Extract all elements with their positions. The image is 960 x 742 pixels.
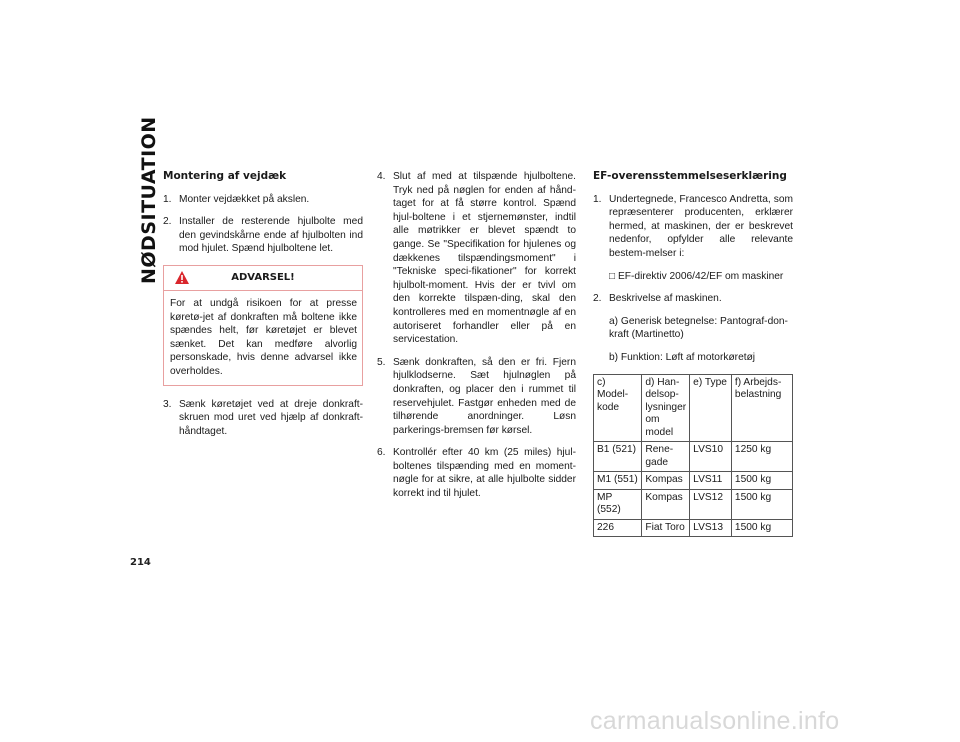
heading-ef-declaration: EF-overensstemmelseserklæring — [593, 170, 787, 182]
table-header-row — [594, 374, 793, 442]
description-b: b) Funktion: Løft af motorkøretøj — [609, 351, 756, 363]
watermark: carmanualsonline.info — [590, 707, 840, 735]
table-cell: M1 (551) — [594, 472, 642, 490]
list-item: 2. Installer de resterende hjulbolte med den gevindskårne ende af hjulbolten ind mod hjulet. Spænd hjulboltene let. — [163, 216, 363, 255]
table-row — [594, 442, 793, 472]
table-cell: LVS10 — [690, 442, 732, 472]
column-3 — [593, 170, 793, 537]
description-a: a) Generisk betegnelse: Pantograf-don-kraft (Martinetto) — [609, 315, 788, 341]
machine-table — [593, 374, 793, 538]
warning-title: ADVARSEL! — [231, 271, 295, 283]
page-number: 214 — [130, 557, 151, 568]
table-row — [594, 519, 793, 537]
table-cell: Fiat Toro — [642, 519, 690, 537]
table-header: f) Arbejds-belastning — [731, 374, 792, 442]
warning-text: For at undgå risikoen for at presse køretø-jet af donkraften må boltene ikke spændes helt, før køretøjet er blevet sænket. Det kan medføre alvorlig personskade, hvis denne advarsel ikke overholdes. — [170, 297, 357, 377]
table-header: c) Model-kode — [594, 374, 642, 442]
table-cell: B1 (521) — [594, 442, 642, 472]
table-cell: 226 — [594, 519, 642, 537]
table-cell: 1500 kg — [731, 472, 792, 490]
table-header: d) Han-delsop-lysninger om model — [642, 374, 690, 442]
list-item: 6. Kontrollér efter 40 km (25 miles) hjul-boltenes tilspænding med en moment-nøgle for at sikre, at alle hjulbolte sidder korrekt ind til hjulet. — [377, 447, 576, 500]
checkbox-square-icon: □ — [609, 270, 616, 282]
column-1 — [163, 170, 363, 447]
list-item: 2. Beskrivelse af maskinen. — [593, 293, 722, 305]
list-item: 3. Sænk køretøjet ved at dreje donkraft-skruen mod uret ved hjælp af donkraft-håndtaget. — [163, 398, 363, 437]
table-cell: 1250 kg — [731, 442, 792, 472]
table-header: e) Type — [690, 374, 732, 442]
column-2 — [377, 170, 576, 510]
table-cell: LVS12 — [690, 489, 732, 519]
list-item: 4. Slut af med at tilspænde hjulboltene. Tryk ned på nøglen for enden af hånd-taget for at få større kontrol. Spænd hjul-boltene i et stjernemønster, indtil alle møtrikker er blevet spændt to gange. Se "Specifikation for hjulenes og dækkenes tilspændingsmoment" i "Tekniske speci-fikationer" for korrekt hjulbolt-moment. Hvis der er tvivl om den korrekte tilspæn-ding, skal den kontrolleres med en momentnøgle af en autoriseret forhandler eller på en servicestation. — [377, 171, 576, 346]
list-item: 1. Undertegnede, Francesco Andretta, som repræsenterer producenten, erklærer hermed, at maskinen, der er beskrevet nedenfor, opfylder alle relevante bestem-melser i: — [593, 193, 793, 259]
table-row — [594, 472, 793, 490]
table-cell: 1500 kg — [731, 489, 792, 519]
table-cell: LVS13 — [690, 519, 732, 537]
table-cell: Kompas — [642, 472, 690, 490]
list-item: 1. Monter vejdækket på akslen. — [163, 193, 310, 205]
warning-header — [164, 266, 362, 291]
section-title: NØDSITUATION — [138, 116, 160, 284]
list-item: 5. Sænk donkraften, så den er fri. Fjern hjulklodserne. Sæt hjulnøglen på donkraften, og placer den i rummet til reservehjulet. Fastgør enheden med de tilhørende anordninger. Løsn parkerings-bremsen før kørsel. — [377, 356, 576, 436]
directive-item: □ EF-direktiv 2006/42/EF om maskiner — [609, 270, 784, 282]
table-row — [594, 489, 793, 519]
warning-triangle-icon — [174, 270, 190, 285]
table-cell: 1500 kg — [731, 519, 792, 537]
table-cell: Rene-gade — [642, 442, 690, 472]
table-cell: MP (552) — [594, 489, 642, 519]
heading-montering: Montering af vejdæk — [163, 170, 287, 182]
table-cell: Kompas — [642, 489, 690, 519]
table-cell: LVS11 — [690, 472, 732, 490]
warning-box — [163, 265, 363, 386]
